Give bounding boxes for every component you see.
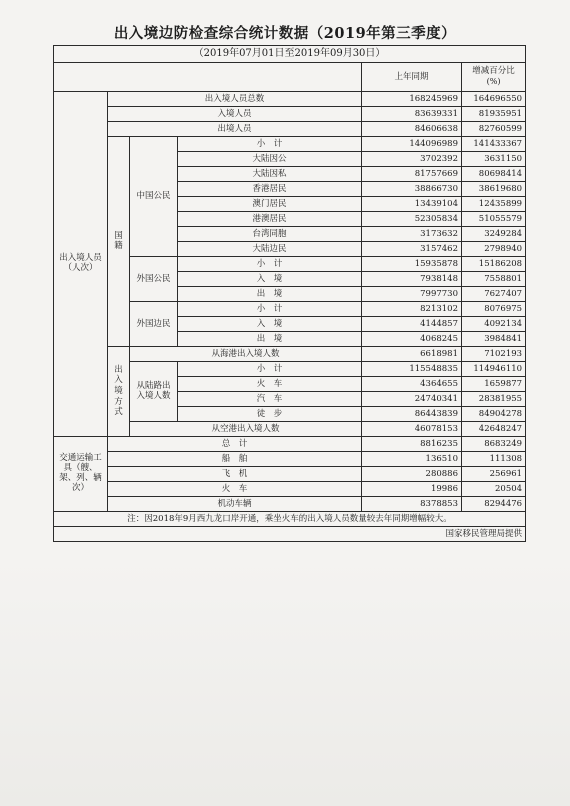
- previous-value: 20504: [462, 482, 526, 497]
- header-change-label: 增减百分比: [472, 66, 515, 77]
- row-label: 入境人员: [108, 107, 362, 122]
- current-value: 15935878: [362, 257, 462, 272]
- current-value: 52305834: [362, 212, 462, 227]
- footnote: 注：因2018年9月西九龙口岸开通，乘坐火车的出入境人员数量较去年同期增幅较大。: [54, 512, 526, 527]
- group-land: 从陆路出入境人数: [130, 362, 178, 422]
- previous-value: 141433367: [462, 137, 526, 152]
- current-value: 8213102: [362, 302, 462, 317]
- group-nationality: [108, 137, 130, 347]
- current-value: 7938148: [362, 272, 462, 287]
- previous-value: 111308: [462, 452, 526, 467]
- group-border: 外国边民: [130, 302, 178, 347]
- current-value: 84606638: [362, 122, 462, 137]
- row-label: 香港居民: [178, 182, 362, 197]
- current-value: 46078153: [362, 422, 462, 437]
- table-row: [54, 452, 526, 467]
- current-value: 8816235: [362, 437, 462, 452]
- header-previous: 上年同期: [362, 63, 462, 92]
- previous-value: 82760599: [462, 122, 526, 137]
- current-value: 83639331: [362, 107, 462, 122]
- current-value: 19986: [362, 482, 462, 497]
- current-value: 115548835: [362, 362, 462, 377]
- row-label: 出 境: [178, 287, 362, 302]
- table-row: [54, 467, 526, 482]
- paper-shading: [0, 560, 570, 806]
- row-label: 徒 步: [178, 407, 362, 422]
- header-change-unit: (%): [486, 77, 501, 86]
- previous-value: 8076975: [462, 302, 526, 317]
- previous-value: 114946110: [462, 362, 526, 377]
- current-value: 4068245: [362, 332, 462, 347]
- table-row: [54, 482, 526, 497]
- table-row: [54, 347, 526, 362]
- row-label: 大陆因私: [178, 167, 362, 182]
- period-range: （2019年07月01日至2019年09月30日）: [54, 46, 526, 63]
- previous-value: 51055579: [462, 212, 526, 227]
- row-label: 大陆因公: [178, 152, 362, 167]
- previous-value: 3631150: [462, 152, 526, 167]
- table-row: [54, 122, 526, 137]
- row-label: 出境人员: [108, 122, 362, 137]
- source-credit: 国家移民管理局提供: [54, 527, 526, 542]
- current-value: 4144857: [362, 317, 462, 332]
- row-label: 大陆边民: [178, 242, 362, 257]
- note-row: [54, 512, 526, 527]
- row-label: 飞 机: [108, 467, 362, 482]
- current-value: 8378853: [362, 497, 462, 512]
- header-change: [462, 63, 526, 92]
- previous-value: 2798940: [462, 242, 526, 257]
- current-value: 81757669: [362, 167, 462, 182]
- previous-value: 7102193: [462, 347, 526, 362]
- group-nationality-label: 国籍: [114, 230, 123, 252]
- table-row: [54, 107, 526, 122]
- table-row: [54, 92, 526, 107]
- previous-value: 1659877: [462, 377, 526, 392]
- table-row: [54, 497, 526, 512]
- row-label: 从空港出入境人数: [130, 422, 362, 437]
- row-label: 小 计: [178, 362, 362, 377]
- current-value: 7997730: [362, 287, 462, 302]
- current-value: 4364655: [362, 377, 462, 392]
- statistics-table: [53, 45, 526, 542]
- previous-value: 3984841: [462, 332, 526, 347]
- current-value: 3702392: [362, 152, 462, 167]
- current-value: 168245969: [362, 92, 462, 107]
- group-persons: 出入境人员（人次）: [54, 92, 108, 437]
- current-value: 86443839: [362, 407, 462, 422]
- previous-value: 8683249: [462, 437, 526, 452]
- row-label: 火 车: [108, 482, 362, 497]
- row-label: 小 计: [178, 302, 362, 317]
- row-label: 澳门居民: [178, 197, 362, 212]
- current-value: 24740341: [362, 392, 462, 407]
- previous-value: 15186208: [462, 257, 526, 272]
- current-value: 280886: [362, 467, 462, 482]
- row-label: 入 境: [178, 317, 362, 332]
- group-foreign: 外国公民: [130, 257, 178, 302]
- previous-value: 38619680: [462, 182, 526, 197]
- table-row: [54, 437, 526, 452]
- previous-value: 80698414: [462, 167, 526, 182]
- table-row: [54, 137, 526, 152]
- current-value: 144096989: [362, 137, 462, 152]
- previous-value: 4092134: [462, 317, 526, 332]
- page-title: 出入境边防检查综合统计数据（2019年第三季度）: [113, 25, 457, 42]
- row-label: 小 计: [178, 137, 362, 152]
- current-value: 6618981: [362, 347, 462, 362]
- previous-value: 28381955: [462, 392, 526, 407]
- previous-value: 3249284: [462, 227, 526, 242]
- row-label: 入 境: [178, 272, 362, 287]
- previous-value: 42648247: [462, 422, 526, 437]
- previous-value: 256961: [462, 467, 526, 482]
- group-transport: 交通运输工具（艘、架、列、辆次）: [54, 437, 108, 512]
- row-label: 火 车: [178, 377, 362, 392]
- row-label: 船 舶: [108, 452, 362, 467]
- row-label: 小 计: [178, 257, 362, 272]
- group-mode-label: 出入境方式: [114, 364, 123, 418]
- previous-value: 8294476: [462, 497, 526, 512]
- row-label: 出 境: [178, 332, 362, 347]
- current-value: 3173632: [362, 227, 462, 242]
- row-label: 出入境人员总数: [108, 92, 362, 107]
- current-value: 38866730: [362, 182, 462, 197]
- current-value: 136510: [362, 452, 462, 467]
- row-label: 港澳居民: [178, 212, 362, 227]
- previous-value: 12435899: [462, 197, 526, 212]
- row-label: 从海港出入境人数: [130, 347, 362, 362]
- previous-value: 81935951: [462, 107, 526, 122]
- row-label: 汽 车: [178, 392, 362, 407]
- row-label: 总 计: [108, 437, 362, 452]
- group-mode: [108, 347, 130, 437]
- previous-value: 84904278: [462, 407, 526, 422]
- row-label: 机动车辆: [108, 497, 362, 512]
- previous-value: 164696550: [462, 92, 526, 107]
- current-value: 3157462: [362, 242, 462, 257]
- group-chinese: 中国公民: [130, 137, 178, 257]
- row-label: 台湾同胞: [178, 227, 362, 242]
- header-blank: [54, 63, 362, 92]
- current-value: 13439104: [362, 197, 462, 212]
- previous-value: 7558801: [462, 272, 526, 287]
- credit-row: [54, 527, 526, 542]
- previous-value: 7627407: [462, 287, 526, 302]
